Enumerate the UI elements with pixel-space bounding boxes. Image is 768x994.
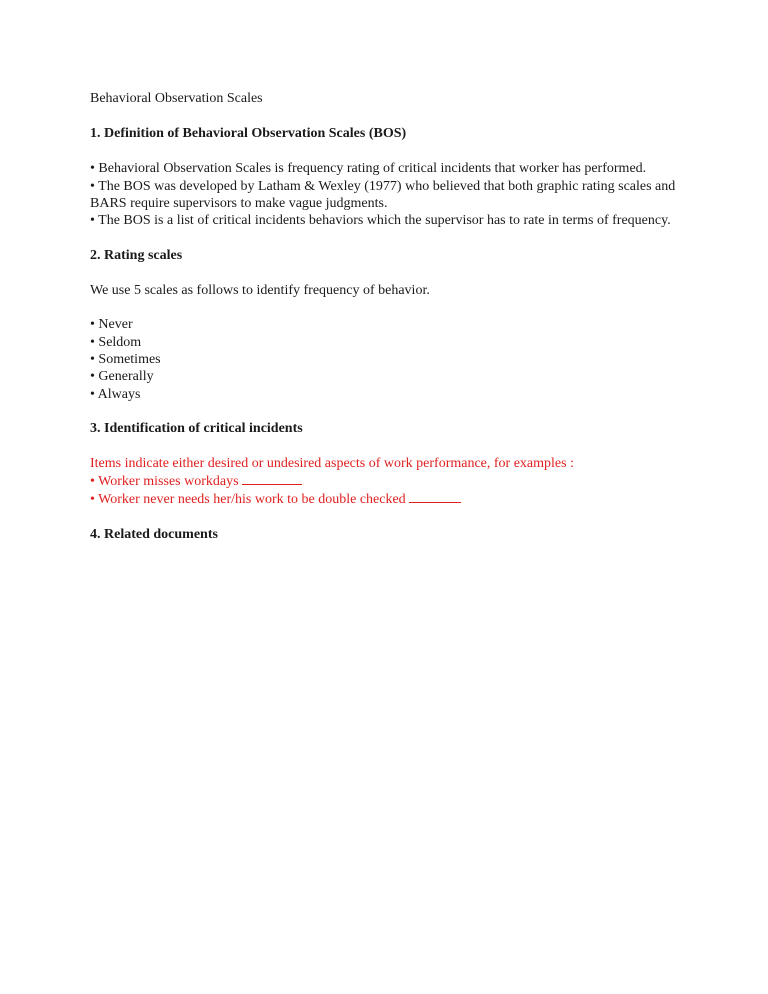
section-1-body (90, 160, 680, 229)
document-body (90, 90, 680, 561)
rating-scale-item: • Never (90, 317, 133, 333)
rating-scale-item: • Sometimes (90, 351, 161, 367)
section-3-intro: Items indicate either desired or undesired aspects of work performance, for examples : (90, 455, 574, 471)
section-1-bullet: • The BOS is a list of critical incidents behaviors which the supervisor has to rate in terms of frequency. (90, 213, 671, 229)
section-4-heading: 4. Related documents (90, 527, 218, 543)
rating-scale-item: • Always (90, 386, 141, 402)
answer-blank (242, 472, 302, 485)
section-1-bullet: • The BOS was developed by Latham & Wexley (1977) who believed that both graphic rating scales and BARS require supervisors to make vague judgments. (90, 178, 676, 211)
section-2-heading: 2. Rating scales (90, 247, 183, 263)
rating-scale-item: • Generally (90, 369, 154, 385)
section-2-intro: We use 5 scales as follows to identify frequency of behavior. (90, 282, 430, 298)
section-3-body (90, 455, 680, 509)
critical-incident-text: • Worker misses workdays (90, 474, 239, 490)
rating-scale-item: • Seldom (90, 334, 142, 350)
answer-blank (409, 490, 461, 503)
section-3-heading: 3. Identification of critical incidents (90, 420, 303, 436)
critical-incident-example (90, 472, 680, 490)
critical-incident-text: • Worker never needs her/his work to be double checked (90, 492, 406, 508)
document-title: Behavioral Observation Scales (90, 91, 263, 106)
rating-scale-list (90, 316, 680, 402)
section-1-heading: 1. Definition of Behavioral Observation Scales (BOS) (90, 126, 407, 142)
section-1-bullet: • Behavioral Observation Scales is frequency rating of critical incidents that worker has performed. (90, 161, 647, 177)
critical-incident-example (90, 490, 680, 508)
